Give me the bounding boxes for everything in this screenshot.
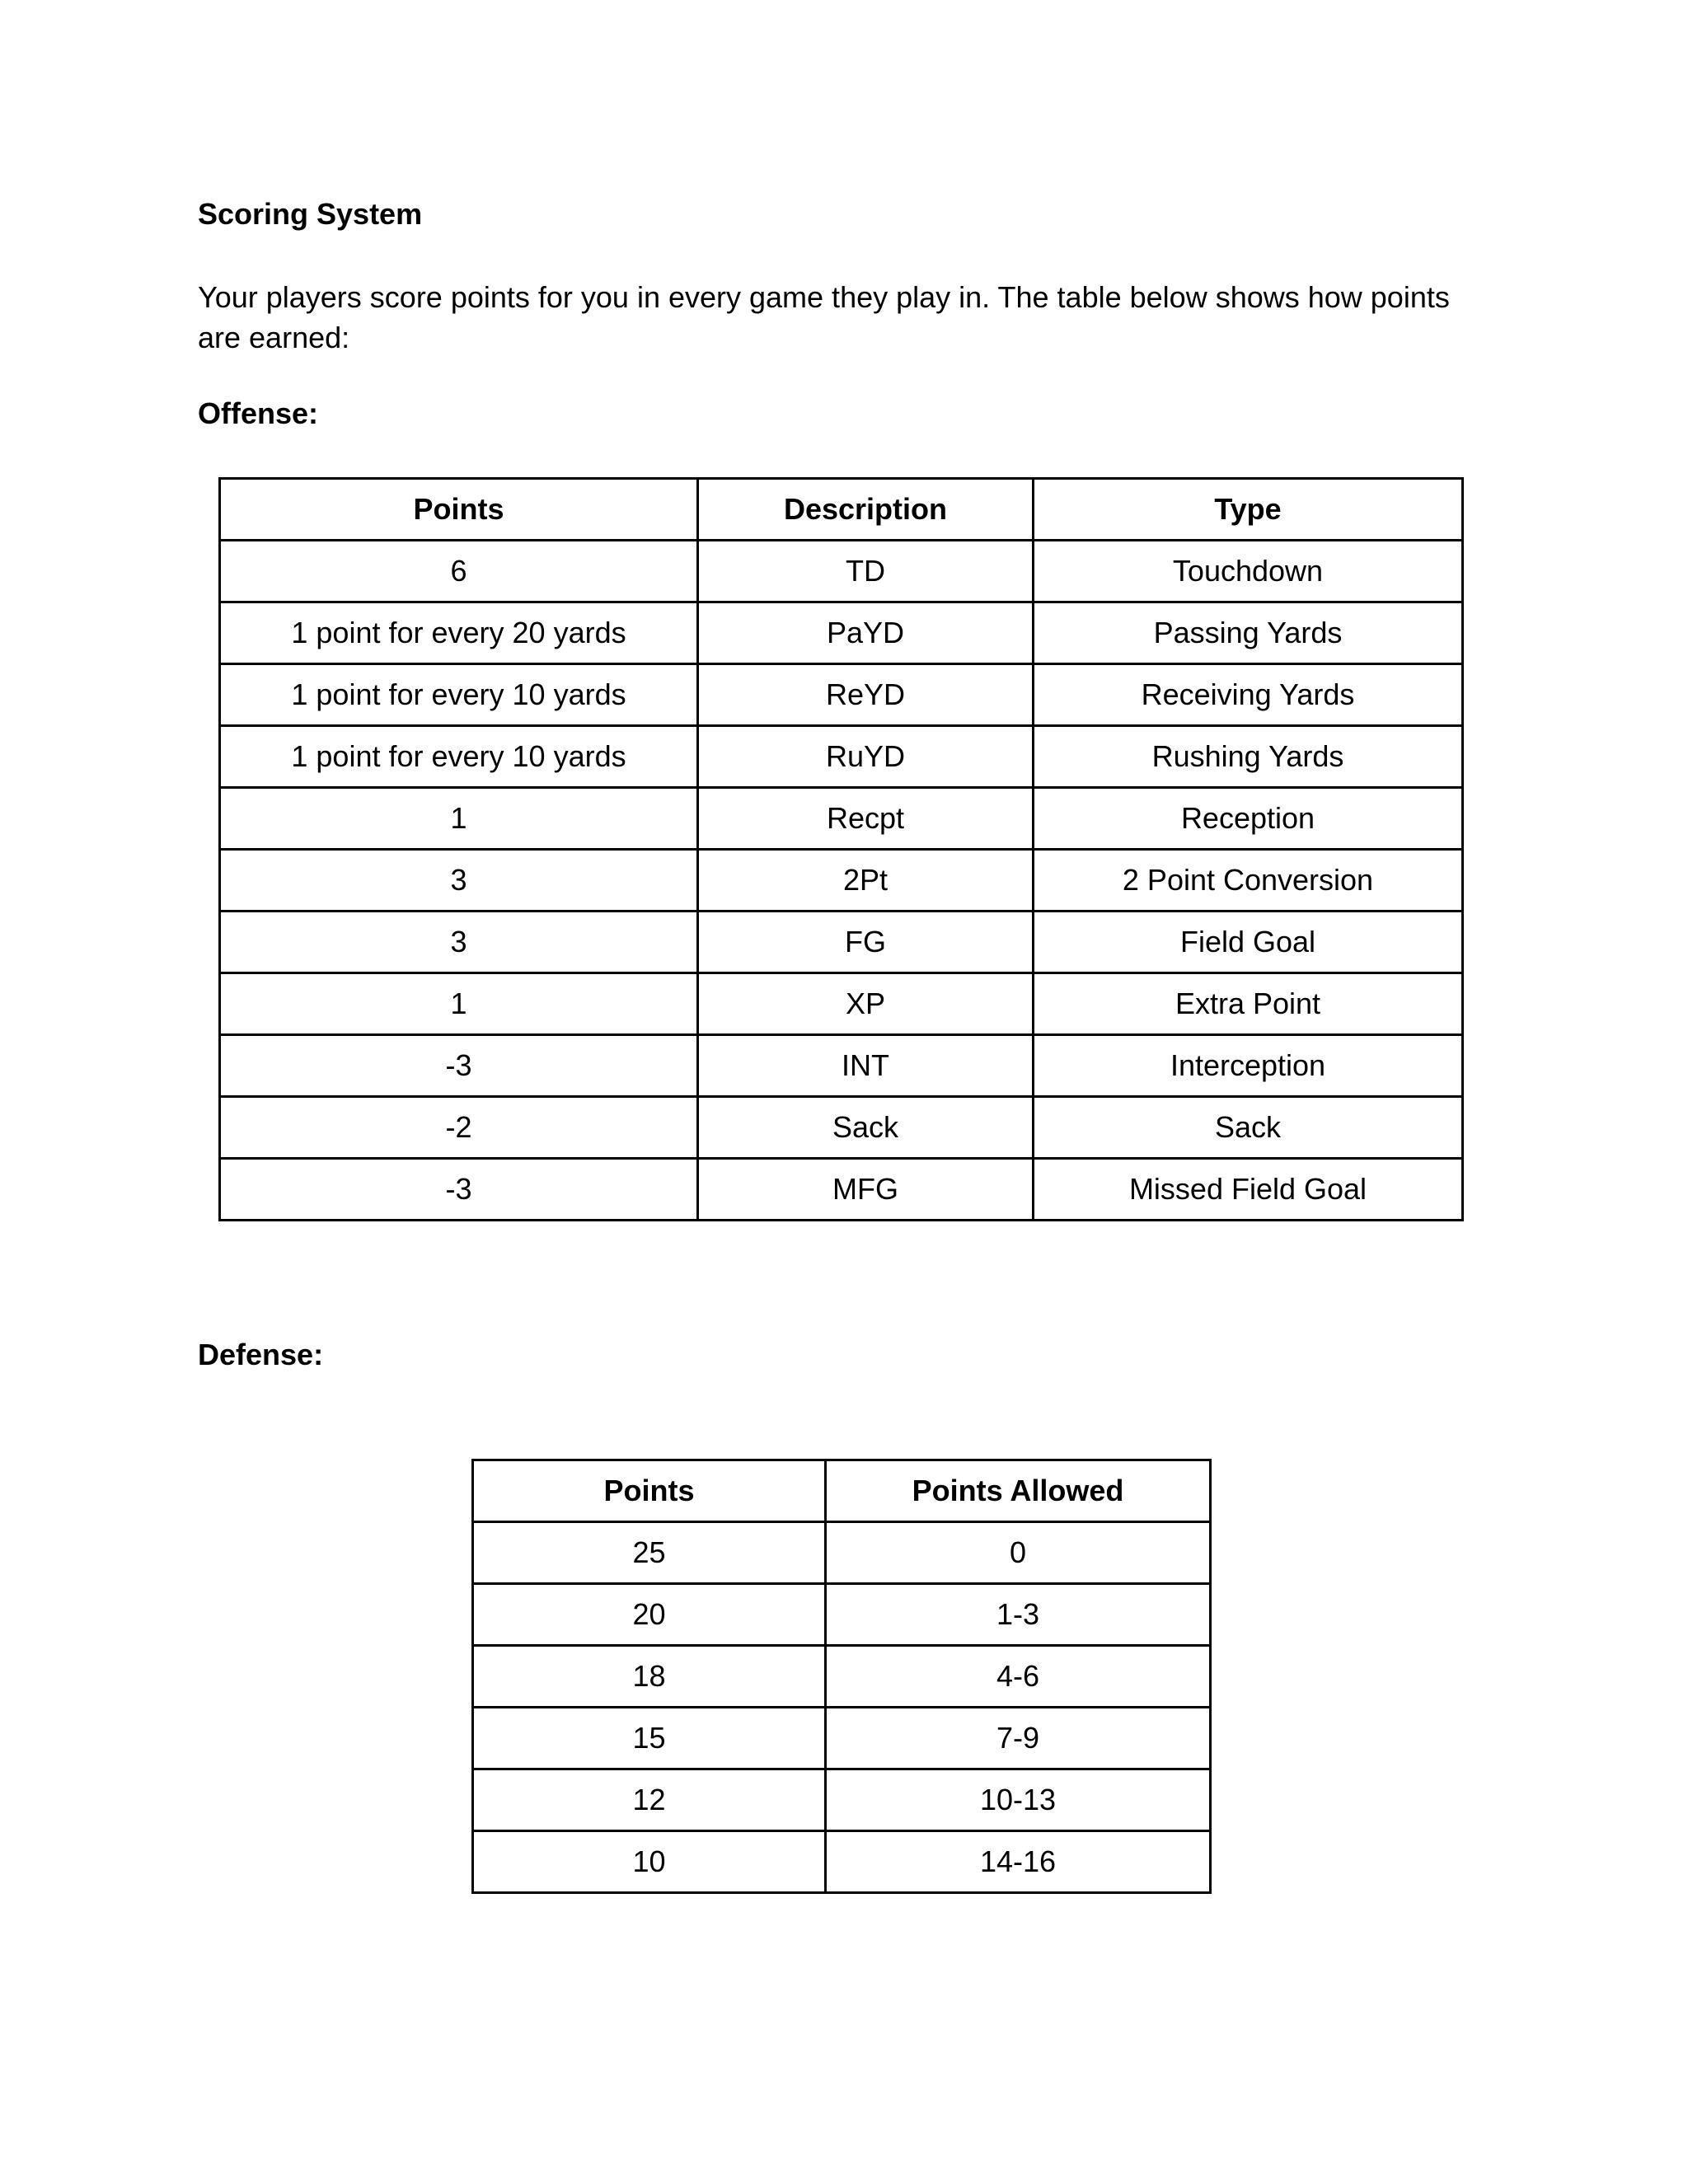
table-cell: PaYD bbox=[698, 602, 1034, 664]
table-row bbox=[220, 973, 1463, 1035]
table-cell: Recpt bbox=[698, 788, 1034, 850]
table-cell: 1 bbox=[220, 788, 698, 850]
table-cell: MFG bbox=[698, 1159, 1034, 1221]
column-header-description: Description bbox=[698, 479, 1034, 541]
offense-table-body bbox=[220, 541, 1463, 1221]
table-header-row bbox=[220, 479, 1463, 541]
table-cell: 1 point for every 10 yards bbox=[220, 726, 698, 788]
column-header-points: Points bbox=[473, 1460, 826, 1522]
table-row bbox=[220, 541, 1463, 602]
table-row bbox=[220, 1159, 1463, 1221]
table-cell: XP bbox=[698, 973, 1034, 1035]
table-cell: 2 Point Conversion bbox=[1034, 850, 1463, 912]
table-cell: -3 bbox=[220, 1035, 698, 1097]
table-row bbox=[220, 912, 1463, 973]
table-cell: Touchdown bbox=[1034, 541, 1463, 602]
table-cell: 12 bbox=[473, 1769, 826, 1831]
table-cell: 1-3 bbox=[826, 1584, 1211, 1646]
offense-heading: Offense: bbox=[198, 396, 319, 430]
table-cell: 3 bbox=[220, 850, 698, 912]
table-row bbox=[220, 602, 1463, 664]
defense-table-body bbox=[473, 1522, 1211, 1893]
column-header-points-allowed: Points Allowed bbox=[826, 1460, 1211, 1522]
table-row bbox=[473, 1646, 1211, 1708]
table-cell: Interception bbox=[1034, 1035, 1463, 1097]
table-cell: Field Goal bbox=[1034, 912, 1463, 973]
table-row bbox=[473, 1522, 1211, 1584]
table-row bbox=[473, 1831, 1211, 1893]
table-cell: 10 bbox=[473, 1831, 826, 1893]
offense-table bbox=[218, 477, 1464, 1221]
table-cell: ReYD bbox=[698, 664, 1034, 726]
table-cell: TD bbox=[698, 541, 1034, 602]
table-cell: 18 bbox=[473, 1646, 826, 1708]
table-cell: 10-13 bbox=[826, 1769, 1211, 1831]
table-row bbox=[220, 850, 1463, 912]
table-row bbox=[220, 664, 1463, 726]
table-row bbox=[473, 1708, 1211, 1769]
table-cell: 3 bbox=[220, 912, 698, 973]
defense-heading: Defense: bbox=[198, 1338, 324, 1371]
table-cell: 1 point for every 20 yards bbox=[220, 602, 698, 664]
table-cell: RuYD bbox=[698, 726, 1034, 788]
table-row bbox=[220, 1035, 1463, 1097]
table-cell: 1 bbox=[220, 973, 698, 1035]
table-row bbox=[220, 1097, 1463, 1159]
page-title: Scoring System bbox=[198, 197, 423, 231]
table-cell: 6 bbox=[220, 541, 698, 602]
table-cell: 7-9 bbox=[826, 1708, 1211, 1769]
column-header-type: Type bbox=[1034, 479, 1463, 541]
table-row bbox=[473, 1584, 1211, 1646]
table-cell: Sack bbox=[698, 1097, 1034, 1159]
table-cell: INT bbox=[698, 1035, 1034, 1097]
table-row bbox=[220, 788, 1463, 850]
table-cell: 20 bbox=[473, 1584, 826, 1646]
table-cell: FG bbox=[698, 912, 1034, 973]
table-cell: Extra Point bbox=[1034, 973, 1463, 1035]
table-cell: Missed Field Goal bbox=[1034, 1159, 1463, 1221]
table-cell: Sack bbox=[1034, 1097, 1463, 1159]
table-cell: 25 bbox=[473, 1522, 826, 1584]
column-header-points: Points bbox=[220, 479, 698, 541]
defense-table bbox=[471, 1459, 1212, 1894]
table-cell: 14-16 bbox=[826, 1831, 1211, 1893]
table-row bbox=[473, 1769, 1211, 1831]
table-cell: 0 bbox=[826, 1522, 1211, 1584]
table-cell: Passing Yards bbox=[1034, 602, 1463, 664]
table-cell: 2Pt bbox=[698, 850, 1034, 912]
table-cell: Receiving Yards bbox=[1034, 664, 1463, 726]
table-cell: -3 bbox=[220, 1159, 698, 1221]
intro-paragraph: Your players score points for you in every game they play in. The table below shows how points are earned: bbox=[198, 280, 1450, 354]
table-cell: -2 bbox=[220, 1097, 698, 1159]
table-cell: 1 point for every 10 yards bbox=[220, 664, 698, 726]
table-cell: 4-6 bbox=[826, 1646, 1211, 1708]
table-cell: Rushing Yards bbox=[1034, 726, 1463, 788]
table-header-row bbox=[473, 1460, 1211, 1522]
table-cell: Reception bbox=[1034, 788, 1463, 850]
table-row bbox=[220, 726, 1463, 788]
table-cell: 15 bbox=[473, 1708, 826, 1769]
